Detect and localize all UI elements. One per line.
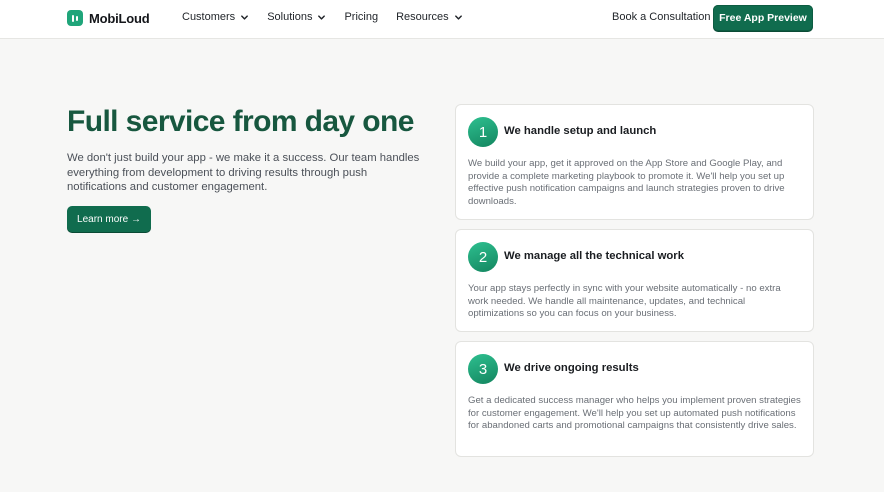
card-description: Get a dedicated success manager who helps you implement proven strategies for customer engagement. We'll help you set up automated push notifications for abandoned carts and promotional campaigns that consistently drive sales. <box>468 395 801 431</box>
card-title: We handle setup and launch <box>504 125 657 137</box>
nav-item-customers[interactable] <box>182 11 249 23</box>
chevron-down-icon <box>240 13 249 22</box>
feature-card-results <box>455 341 814 457</box>
site-header <box>0 0 884 39</box>
hero-description: We don't just build your app - we make it a success. Our team handles everything from development to driving results through push notifications and customer engagement. <box>67 152 420 193</box>
hero-title: Full service from day one <box>67 105 414 138</box>
nav-item-label: Solutions <box>267 11 313 23</box>
main-nav <box>182 11 481 23</box>
step-number-badge: 3 <box>468 354 498 384</box>
nav-item-label: Customers <box>182 11 236 23</box>
nav-item-label: Pricing <box>344 11 379 23</box>
nav-item-resources[interactable] <box>396 11 463 23</box>
card-description: We build your app, get it approved on the App Store and Google Play, and provide a complete marketing playbook to promote it. We'll help you set up effective push notification campaigns and launch strategies proven to drive downloads. <box>468 158 785 207</box>
logo[interactable] <box>67 9 150 27</box>
chevron-down-icon <box>454 13 463 22</box>
card-title: We manage all the technical work <box>504 250 684 262</box>
nav-item-solutions[interactable] <box>267 11 326 23</box>
book-consultation-link[interactable]: Book a Consultation <box>612 11 711 23</box>
learn-more-button[interactable]: Learn more → <box>67 206 151 232</box>
card-title: We drive ongoing results <box>504 362 639 374</box>
free-app-preview-button[interactable]: Free App Preview <box>713 5 813 31</box>
step-number-badge: 2 <box>468 242 498 272</box>
logo-icon <box>67 10 83 26</box>
card-description: Your app stays perfectly in sync with your website automatically - no extra work needed. We handle all maintenance, updates, and technical optimizations so you can focus on your business. <box>468 283 781 319</box>
logo-text: MobiLoud <box>89 10 150 26</box>
feature-card-setup <box>455 104 814 220</box>
nav-item-label: Resources <box>396 11 449 23</box>
feature-card-technical <box>455 229 814 332</box>
nav-item-pricing[interactable] <box>344 11 378 23</box>
step-number-badge: 1 <box>468 117 498 147</box>
chevron-down-icon <box>317 13 326 22</box>
